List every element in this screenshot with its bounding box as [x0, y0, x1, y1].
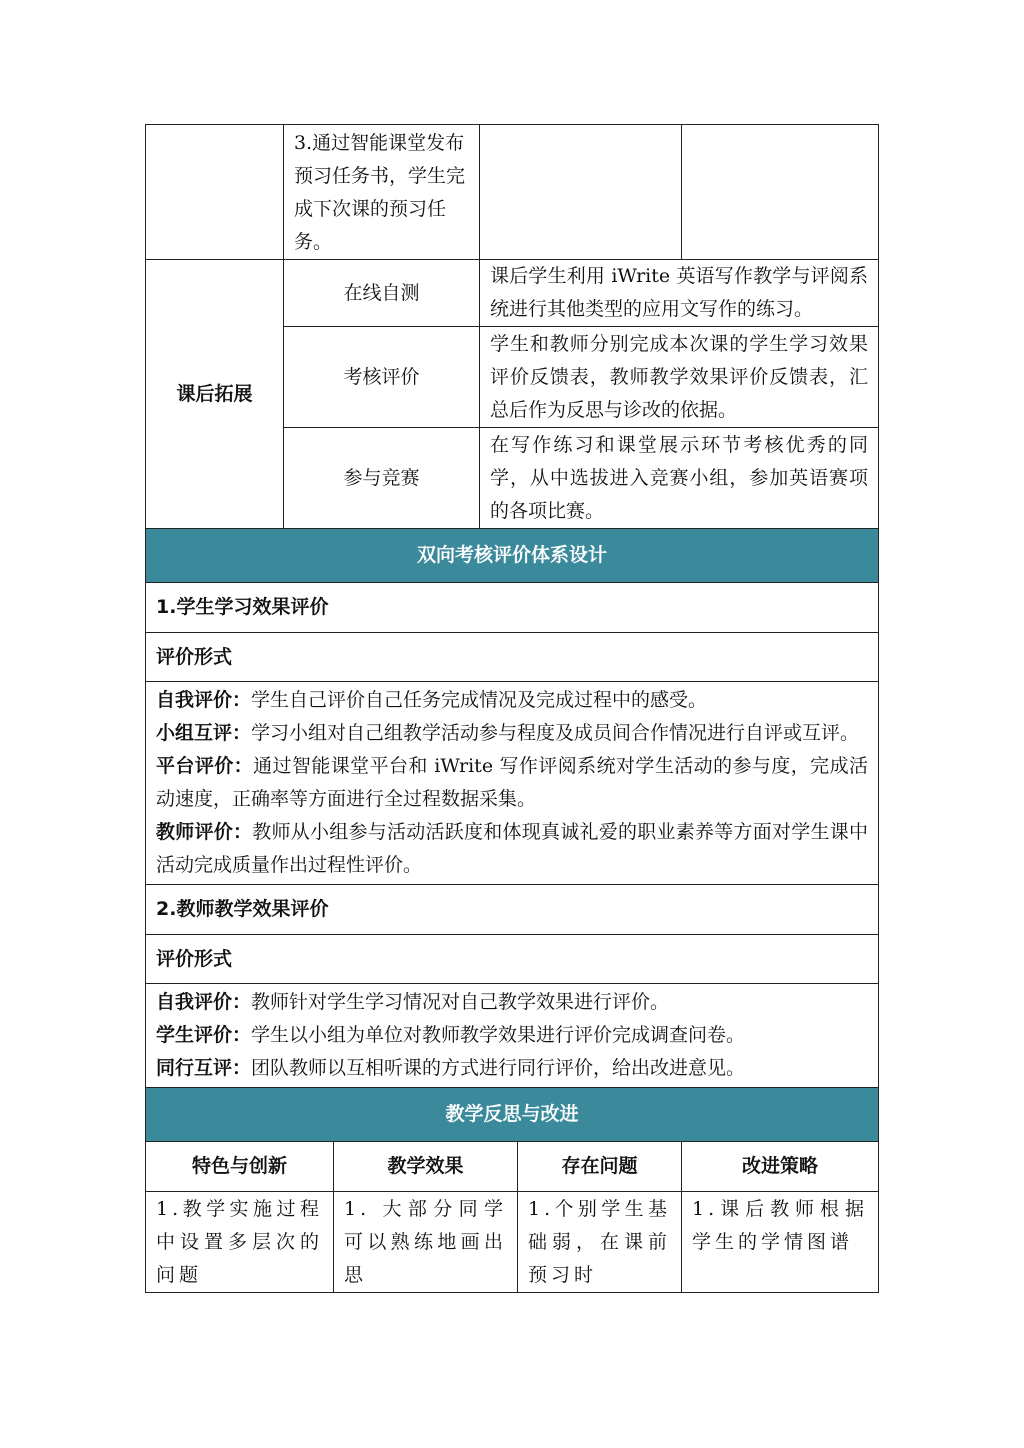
- after-class-label-2: 考核评价: [284, 327, 480, 428]
- reflection-cell-features: 1.教学实施过程中设置多层次的问题: [146, 1192, 334, 1293]
- reflection-cell-problems: 1.个别学生基础弱，在课前预习时: [518, 1192, 682, 1293]
- student-item: [156, 717, 868, 750]
- teacher-form-row: [146, 935, 879, 984]
- document-page: [145, 124, 878, 1293]
- teacher-item: [156, 1052, 868, 1085]
- reflection-first-row: [146, 1192, 879, 1293]
- item-text: 团队教师以互相听课的方式进行同行评价，给出改进意见。: [251, 1057, 746, 1079]
- evaluation-header: 双向考核评价体系设计: [146, 529, 879, 583]
- student-form-label: 评价形式: [146, 633, 879, 682]
- evaluation-header-row: [146, 529, 879, 583]
- preview-task-text: 3.通过智能课堂发布预习任务书，学生完成下次课的预习任务。: [294, 132, 466, 253]
- item-label: 同行互评：: [156, 1057, 252, 1079]
- student-items-cell: [146, 682, 879, 885]
- student-item: [156, 816, 868, 882]
- item-text: 教师从小组参与活动活跃度和体现真诚礼爱的职业素养等方面对学生课中活动完成质量作出过程性评价。: [156, 821, 868, 876]
- empty-cell: [146, 125, 284, 260]
- column-header-features: 特色与创新: [146, 1142, 334, 1192]
- student-item: [156, 684, 868, 717]
- teacher-form-label: 评价形式: [146, 935, 879, 984]
- after-class-text-2: 学生和教师分别完成本次课的学生学习效果评价反馈表，教师教学效果评价反馈表，汇总后作为反思与诊改的依据。: [480, 327, 879, 428]
- teacher-item: [156, 986, 868, 1019]
- item-label: 教师评价：: [156, 821, 253, 843]
- item-text: 教师针对学生学习情况对自己教学效果进行评价。: [251, 991, 670, 1013]
- reflection-cell-effect: 1. 大部分同学可以熟练地画出思: [334, 1192, 518, 1293]
- item-text: 学生以小组为单位对教师教学效果进行评价完成调查问卷。: [251, 1024, 746, 1046]
- lesson-plan-table: [145, 124, 879, 1293]
- preview-task-row: [146, 125, 879, 260]
- after-class-text-1: 课后学生利用 iWrite 英语写作教学与评阅系统进行其他类型的应用文写作的练习。: [480, 260, 879, 327]
- item-text: 通过智能课堂平台和 iWrite 写作评阅系统对学生活动的参与度，完成活动速度，正确率等方面进行全过程数据采集。: [156, 755, 868, 810]
- reflection-header-row: [146, 1088, 879, 1142]
- column-header-problems: 存在问题: [518, 1142, 682, 1192]
- teacher-section-title: 2.教师教学效果评价: [146, 885, 879, 935]
- student-form-row: [146, 633, 879, 682]
- teacher-section-row: [146, 885, 879, 935]
- after-class-label-1: 在线自测: [284, 260, 480, 327]
- student-item: [156, 750, 868, 816]
- column-header-strategy: 改进策略: [682, 1142, 879, 1192]
- after-class-row-1: [146, 260, 879, 327]
- item-label: 小组互评：: [156, 722, 252, 744]
- reflection-header: 教学反思与改进: [146, 1088, 879, 1142]
- item-label: 平台评价：: [156, 755, 254, 777]
- after-class-label-3: 参与竞赛: [284, 428, 480, 529]
- item-label: 自我评价：: [156, 689, 252, 711]
- column-header-effect: 教学效果: [334, 1142, 518, 1192]
- item-text: 学习小组对自己组教学活动参与程度及成员间合作情况进行自评或互评。: [251, 722, 860, 744]
- preview-task-cell: [284, 125, 480, 260]
- item-label: 学生评价：: [156, 1024, 252, 1046]
- after-class-text-3: 在写作练习和课堂展示环节考核优秀的同学，从中选拔进入竞赛小组，参加英语赛项的各项比赛。: [480, 428, 879, 529]
- reflection-columns-row: [146, 1142, 879, 1192]
- teacher-items-cell: [146, 984, 879, 1088]
- empty-cell: [682, 125, 879, 260]
- teacher-item: [156, 1019, 868, 1052]
- empty-cell: [480, 125, 682, 260]
- student-items-row: [146, 682, 879, 885]
- reflection-cell-strategy: 1.课后教师根据学生的学情图谱: [682, 1192, 879, 1293]
- student-section-row: [146, 583, 879, 633]
- item-label: 自我评价：: [156, 991, 252, 1013]
- student-section-title: 1.学生学习效果评价: [146, 583, 879, 633]
- after-class-title: 课后拓展: [146, 260, 284, 529]
- teacher-items-row: [146, 984, 879, 1088]
- item-text: 学生自己评价自己任务完成情况及完成过程中的感受。: [251, 689, 708, 711]
